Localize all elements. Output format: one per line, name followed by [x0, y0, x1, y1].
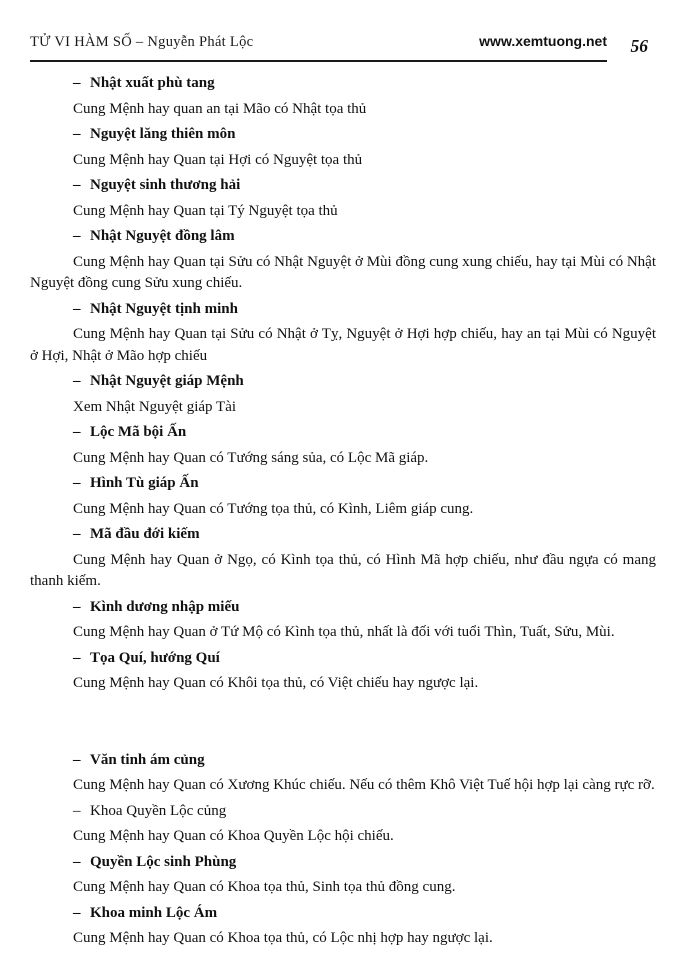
- page-header: [30, 33, 607, 62]
- dash-marker: –: [73, 649, 81, 666]
- heading-text: Nguyệt lăng thiên môn: [90, 126, 236, 142]
- section-heading: [30, 226, 656, 248]
- dash-marker: –: [73, 526, 81, 542]
- section-paragraph: Cung Mệnh hay Quan tại Hợi có Nguyệt tọa thủ: [73, 151, 363, 168]
- heading-text: Kình dương nhập miếu: [90, 598, 240, 615]
- section-heading: [30, 597, 656, 619]
- section-paragraph: Cung Mệnh hay Quan tại Sửu có Nhật ở Tỵ, Nguyệt ở Hợi hợp chiếu, hay an tại Mùi có Nguyệt ở Hợi, Nhật ở Mão hợp chiếu: [30, 326, 656, 364]
- dash-marker: –: [73, 424, 81, 440]
- dash-marker: –: [73, 126, 81, 142]
- section-paragraph: Cung Mệnh hay Quan tại Sửu có Nhật Nguyệt ở Mùi đồng cung xung chiếu, hay tại Mùi có Nhật Nguyệt đồng cung Sửu xung chiếu.: [30, 253, 656, 291]
- dash-marker: –: [73, 853, 81, 870]
- heading-text: Mã đầu đới kiếm: [90, 526, 200, 542]
- heading-text: Lộc Mã bội Ấn: [90, 424, 187, 440]
- section-heading: [30, 371, 656, 393]
- section-paragraph: Cung Mệnh hay Quan có Tướng tọa thủ, có Kình, Liêm giáp cung.: [73, 500, 474, 517]
- heading-text: Khoa Quyền Lộc củng: [90, 802, 227, 819]
- section-heading: [30, 73, 656, 95]
- book-title: TỬ VI HÀM SỐ – Nguyễn Phát Lộc: [30, 34, 254, 50]
- dash-marker: –: [73, 904, 81, 921]
- heading-text: Văn tinh ám củng: [90, 751, 205, 768]
- page-number: 56: [630, 36, 648, 56]
- section-paragraph: Cung Mệnh hay Quan có Khôi tọa thủ, có Việt chiếu hay ngược lại.: [73, 675, 479, 691]
- dash-marker: –: [73, 475, 81, 491]
- dash-marker: –: [73, 598, 81, 615]
- section-heading: [30, 801, 656, 823]
- website-url: www.xemtuong.net: [479, 33, 607, 49]
- section-paragraph: Cung Mệnh hay Quan ở Tứ Mộ có Kình tọa thủ, nhất là đối với tuổi Thìn, Tuất, Sửu, Mùi.: [73, 624, 615, 640]
- section-paragraph: Cung Mệnh hay Quan có Tướng sáng sủa, có Lộc Mã giáp.: [73, 449, 429, 466]
- heading-text: Hình Tù giáp Ấn: [90, 475, 199, 491]
- dash-marker: –: [73, 75, 81, 91]
- section-paragraph: Xem Nhật Nguyệt giáp Tài: [73, 398, 237, 415]
- section-paragraph: Cung Mệnh hay Quan có Khoa Quyền Lộc hội chiếu.: [73, 828, 394, 844]
- heading-text: Tọa Quí, hướng Quí: [90, 649, 220, 666]
- dash-marker: –: [73, 300, 81, 317]
- section-heading: [30, 524, 656, 546]
- section-paragraph: Cung Mệnh hay Quan có Khoa tọa thủ, Sinh tọa thủ đồng cung.: [73, 879, 456, 895]
- section-paragraph: Cung Mệnh hay Quan có Xương Khúc chiếu. Nếu có thêm Khô Việt Tuế hội hợp lại càng rực rỡ.: [73, 777, 655, 793]
- dash-marker: –: [73, 373, 81, 389]
- section-heading: [30, 299, 656, 321]
- section-heading: [30, 750, 656, 772]
- section-paragraph: Cung Mệnh hay quan an tại Mão có Nhật tọa thủ: [73, 100, 367, 117]
- section-heading: [30, 124, 656, 146]
- dash-marker: –: [73, 228, 81, 244]
- heading-text: Nguyệt sinh thương hải: [90, 177, 241, 193]
- section-heading: [30, 422, 656, 444]
- heading-text: Nhật Nguyệt tịnh minh: [90, 300, 238, 317]
- section-heading: [30, 903, 656, 925]
- section-paragraph: Cung Mệnh hay Quan ở Ngọ, có Kình tọa thủ, có Hình Mã hợp chiếu, như đầu ngựa có mang thanh kiếm.: [30, 551, 656, 589]
- section-paragraph: Cung Mệnh hay Quan có Khoa tọa thủ, có Lộc nhị hợp hay ngược lại.: [73, 930, 493, 946]
- section-heading: [30, 648, 656, 670]
- section-heading: [30, 473, 656, 495]
- dash-marker: –: [73, 177, 81, 193]
- section-paragraph: Cung Mệnh hay Quan tại Tý Nguyệt tọa thủ: [73, 202, 338, 219]
- section-heading: [30, 175, 656, 197]
- section-heading: [30, 852, 656, 874]
- heading-text: Nhật xuất phù tang: [90, 75, 215, 91]
- heading-text: Khoa minh Lộc Ám: [90, 904, 218, 921]
- dash-marker: –: [73, 802, 81, 819]
- page-body: [30, 62, 656, 950]
- heading-text: Nhật Nguyệt đồng lâm: [90, 228, 235, 244]
- dash-marker: –: [73, 751, 81, 768]
- heading-text: Nhật Nguyệt giáp Mệnh: [90, 373, 244, 389]
- heading-text: Quyền Lộc sinh Phùng: [90, 853, 237, 870]
- section-gap: [30, 699, 656, 750]
